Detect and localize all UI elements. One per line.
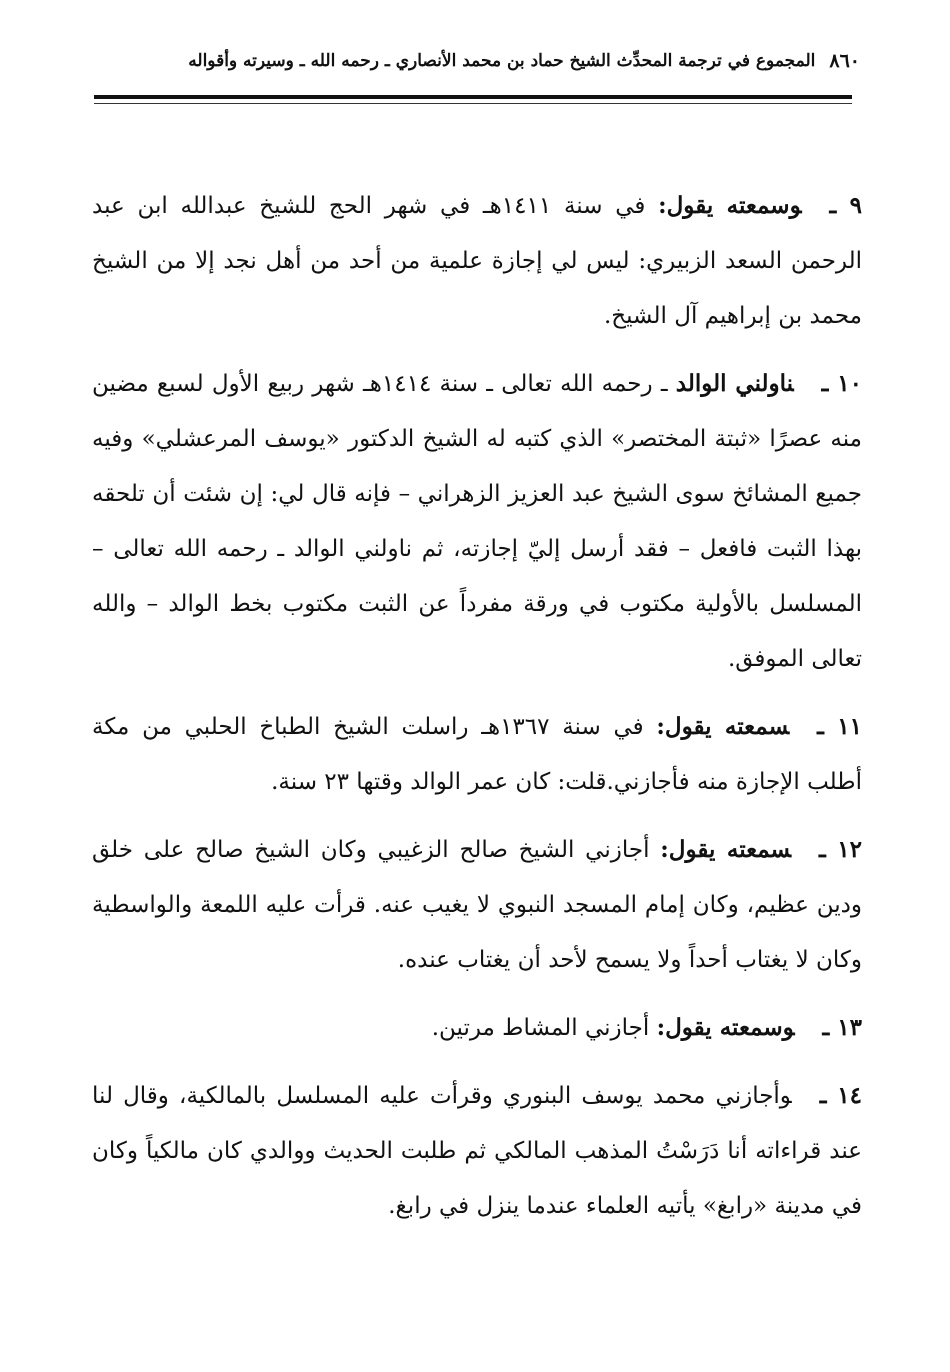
entry-9 xyxy=(92,178,862,344)
running-title: المجموع في ترجمة المحدِّث الشيخ حماد بن محمد الأنصاري ـ رحمه الله ـ وسيرته وأقواله xyxy=(188,51,816,71)
entry-number: ١١ ـ xyxy=(817,713,862,740)
entry-lead: وسمعته يقول: xyxy=(658,192,802,219)
entry-lead: وسمعته يقول: xyxy=(656,1014,795,1041)
entry-number: ١٤ ـ xyxy=(819,1082,862,1109)
entry-11 xyxy=(92,699,862,810)
entry-12 xyxy=(92,822,862,988)
body-text xyxy=(92,178,862,1246)
entry-13 xyxy=(92,1000,862,1056)
running-header xyxy=(190,44,860,78)
entry-lead: ناولني الوالد xyxy=(675,370,794,397)
entry-text: أجازني الشيخ صالح الزغيبي وكان الشيخ صالح على خلق ودين عظيم، وكان إمام المسجد النبوي لا يغيب عنه. قرأت عليه اللمعة والواسطية وكان لا يغتاب أحداً ولا يسمح لأحد أن يغتاب عنده. xyxy=(92,837,862,973)
entry-number: ٩ ـ xyxy=(829,192,862,219)
entry-number: ١٠ ـ xyxy=(821,370,862,397)
entry-number: ١٣ ـ xyxy=(822,1014,862,1041)
page-number: ٨٦٠ xyxy=(829,50,860,72)
entry-number: ١٢ ـ xyxy=(819,836,862,863)
entry-text: في سنة ١٤١١هـ في شهر الحج للشيخ عبدالله ابن عبد الرحمن السعد الزبيري: ليس لي إجازة علمية من أحد من أهل نجد إلا من الشيخ محمد بن إبراهيم آل الشيخ. xyxy=(92,193,862,329)
entry-text: في سنة ١٣٦٧هـ راسلت الشيخ الطباخ الحلبي من مكة أطلب الإجازة منه فأجازني.قلت: كان عمر الوالد وقتها ٢٣ سنة. xyxy=(92,714,862,795)
header-rule xyxy=(94,95,852,99)
entry-lead: سمعته يقول: xyxy=(660,836,792,863)
entry-lead: سمعته يقول: xyxy=(656,713,790,740)
header-rule-thin xyxy=(94,103,852,104)
entry-10 xyxy=(92,356,862,687)
entry-14 xyxy=(92,1068,862,1234)
entry-text: ـ رحمه الله تعالى ـ سنة ١٤١٤هـ شهر ربيع الأول لسبع مضين منه عصرًا «ثبتة المختصر» الذي كتبه له الشيخ الدكتور «يوسف المرعشلي» وفيه جميع المشائخ سوى الشيخ عبد العزيز الزهراني – فإنه قال لي: إن شئت أن تلحقه بهذا الثبت فافعل – فقد أرسل إليّ إجازته، ثم ناولني الوالد ـ رحمه الله تعالى – المسلسل بالأولية مكتوب في ورقة مفرداً عن الثبت مكتوب بخط الوالد – والله تعالى الموفق. xyxy=(92,371,862,672)
entry-text: أجازني المشاط مرتين. xyxy=(431,1015,657,1041)
entry-text: وأجازني محمد يوسف البنوري وقرأت عليه المسلسل بالمالكية، وقال لنا عند قراءاته أنا دَرَسْتُ المذهب المالكي ثم طلبت الحديث ووالدي كان مالكياً وكان في مدينة «رابغ» يأتيه العلماء عندما ينزل في رابغ. xyxy=(92,1083,862,1219)
